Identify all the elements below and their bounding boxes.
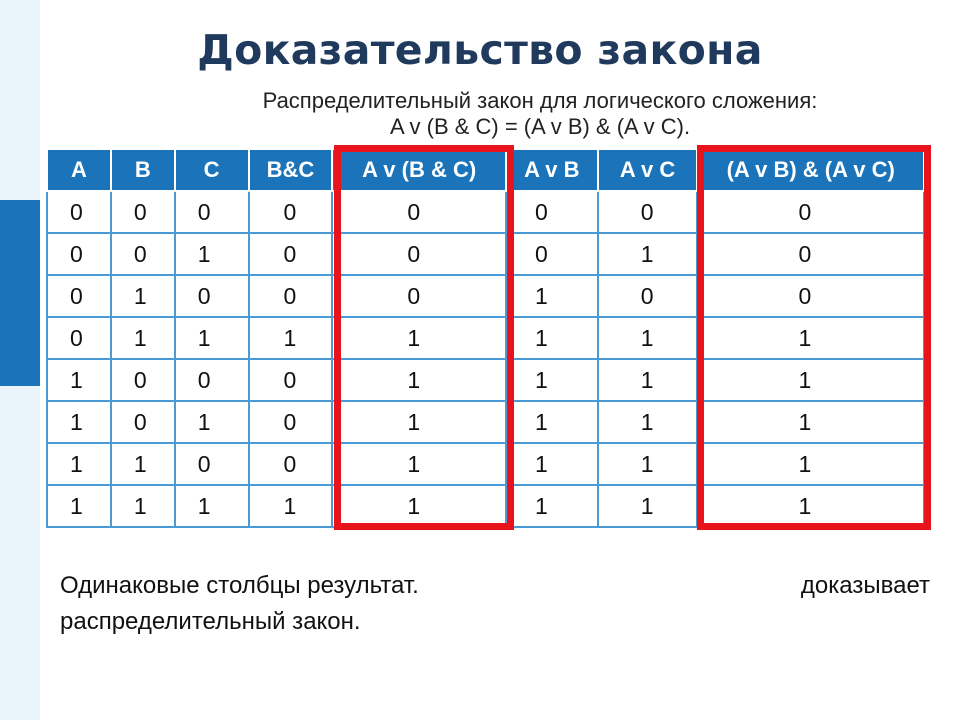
cell-c: 1 <box>175 233 249 275</box>
cell-b: 0 <box>111 191 175 233</box>
cell-c: 0 <box>175 359 249 401</box>
subtitle-formula: A v (B & C) = (A v B) & (A v C). <box>389 114 691 139</box>
cell-a-or-b-and-a-or-c: 1 <box>697 359 924 401</box>
cell-a-or-b: 1 <box>506 275 598 317</box>
cell-a-or-b-and-c: 1 <box>332 485 506 527</box>
conclusion-line2: распределительный закон. <box>60 608 361 635</box>
cell-a-or-b-and-a-or-c: 0 <box>697 233 924 275</box>
cell-b: 1 <box>111 317 175 359</box>
cell-b-and-c: 0 <box>249 191 333 233</box>
header-a-or-b-and-c: A v (B & C) <box>332 149 506 191</box>
cell-a: 1 <box>47 359 111 401</box>
cell-a: 0 <box>47 317 111 359</box>
cell-a-or-b: 0 <box>506 233 598 275</box>
cell-a: 1 <box>47 485 111 527</box>
cell-a-or-b-and-c: 1 <box>332 359 506 401</box>
cell-a-or-b-and-c: 1 <box>332 401 506 443</box>
cell-a-or-b-and-a-or-c: 1 <box>697 317 924 359</box>
cell-a-or-b: 1 <box>506 359 598 401</box>
cell-a-or-b: 1 <box>506 401 598 443</box>
subtitle-law-name: Распределительный закон для логического сложения: <box>262 88 818 113</box>
cell-a-or-b-and-a-or-c: 1 <box>697 485 924 527</box>
cell-a-or-c: 0 <box>598 275 698 317</box>
cell-a-or-b: 1 <box>506 443 598 485</box>
slide-title: Доказательство закона <box>197 26 763 74</box>
conclusion-part2: доказывает <box>800 572 930 599</box>
slide-subtitle <box>120 88 960 140</box>
cell-c: 0 <box>175 443 249 485</box>
cell-b-and-c: 0 <box>249 275 333 317</box>
cell-c: 1 <box>175 485 249 527</box>
cell-b-and-c: 0 <box>249 443 333 485</box>
header-a: A <box>47 149 111 191</box>
cell-a-or-b-and-a-or-c: 0 <box>697 191 924 233</box>
header-a-or-c: A v C <box>598 149 698 191</box>
cell-a-or-c: 1 <box>598 317 698 359</box>
cell-b-and-c: 0 <box>249 233 333 275</box>
cell-a-or-b-and-c: 0 <box>332 233 506 275</box>
cell-a-or-b-and-c: 0 <box>332 191 506 233</box>
cell-b-and-c: 1 <box>249 485 333 527</box>
cell-b: 0 <box>111 401 175 443</box>
cell-a-or-b-and-c: 1 <box>332 317 506 359</box>
cell-a-or-c: 1 <box>598 443 698 485</box>
cell-a: 0 <box>47 191 111 233</box>
cell-a: 0 <box>47 233 111 275</box>
header-b-and-c: B&C <box>249 149 333 191</box>
cell-a-or-c: 1 <box>598 359 698 401</box>
cell-a-or-b: 1 <box>506 317 598 359</box>
cell-b: 1 <box>111 485 175 527</box>
left-accent-bar <box>0 200 40 386</box>
cell-c: 0 <box>175 275 249 317</box>
highlight-frame-right-side <box>697 145 931 530</box>
cell-a-or-c: 0 <box>598 191 698 233</box>
cell-c: 0 <box>175 191 249 233</box>
cell-a-or-c: 1 <box>598 401 698 443</box>
cell-a-or-b-and-a-or-c: 0 <box>697 275 924 317</box>
cell-a-or-c: 1 <box>598 485 698 527</box>
cell-b: 0 <box>111 233 175 275</box>
cell-c: 1 <box>175 317 249 359</box>
cell-a-or-b: 1 <box>506 485 598 527</box>
cell-a-or-b-and-a-or-c: 1 <box>697 443 924 485</box>
header-a-or-b: A v B <box>506 149 598 191</box>
header-b: B <box>111 149 175 191</box>
conclusion-part1: Одинаковые столбцы результат. <box>60 572 419 599</box>
cell-a-or-c: 1 <box>598 233 698 275</box>
cell-a-or-b-and-c: 0 <box>332 275 506 317</box>
cell-a-or-b-and-a-or-c: 1 <box>697 401 924 443</box>
cell-b: 0 <box>111 359 175 401</box>
cell-a-or-b: 0 <box>506 191 598 233</box>
header-a-or-b-and-a-or-c: (A v B) & (A v C) <box>697 149 924 191</box>
header-c: C <box>175 149 249 191</box>
cell-a: 1 <box>47 401 111 443</box>
cell-b: 1 <box>111 275 175 317</box>
cell-a-or-b-and-c: 1 <box>332 443 506 485</box>
cell-b-and-c: 0 <box>249 401 333 443</box>
conclusion-text <box>60 568 930 640</box>
cell-b: 1 <box>111 443 175 485</box>
cell-b-and-c: 0 <box>249 359 333 401</box>
cell-a: 1 <box>47 443 111 485</box>
cell-a: 0 <box>47 275 111 317</box>
cell-b-and-c: 1 <box>249 317 333 359</box>
cell-c: 1 <box>175 401 249 443</box>
highlight-frame-left-side <box>334 145 514 530</box>
